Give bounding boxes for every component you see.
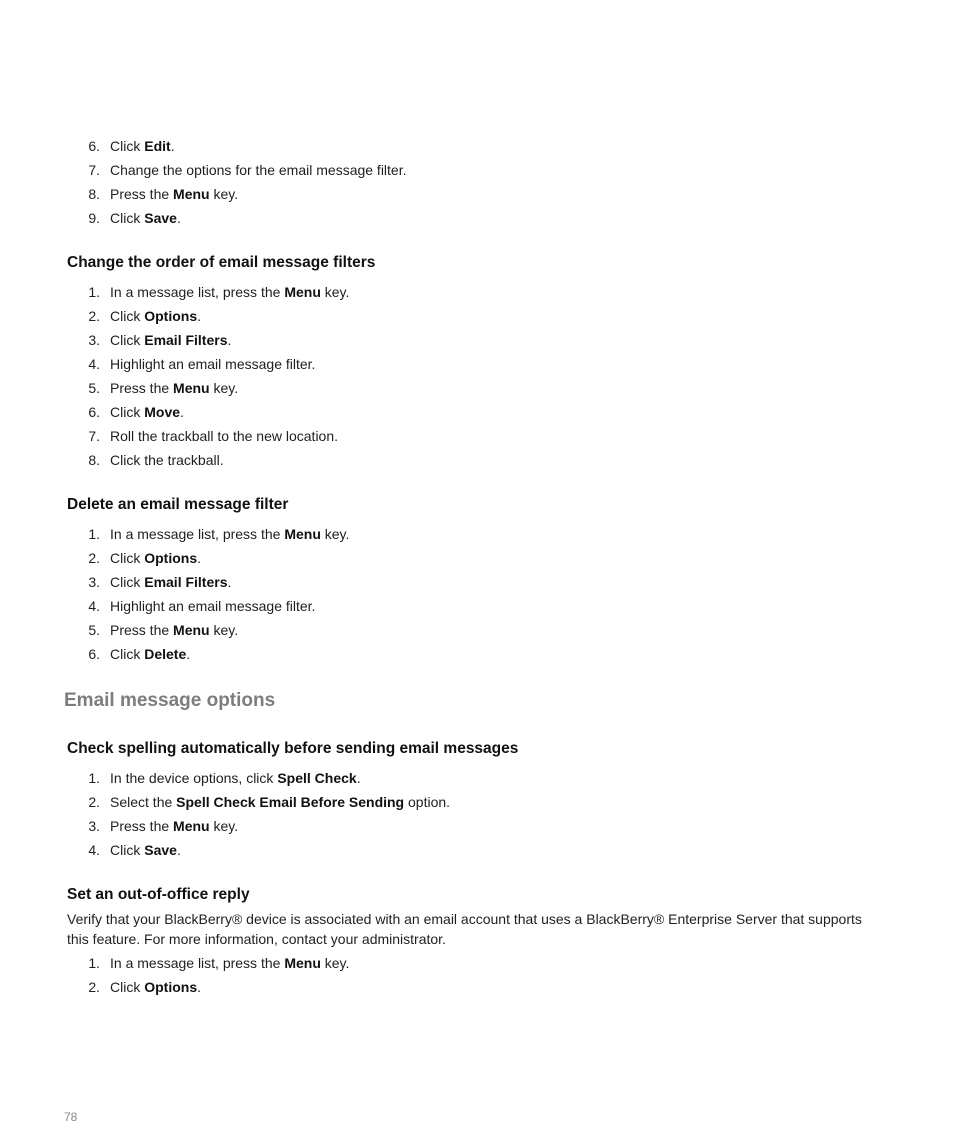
list-item [0,814,954,838]
step-text [110,951,349,975]
list-item [0,766,954,790]
list-item [0,206,954,230]
out-of-office-heading: Set an out-of-office reply [67,886,250,903]
list-item [0,838,954,862]
step-ui-term: Menu [284,526,321,542]
step-text-plain: In a message list, press the [110,526,285,542]
step-ui-term: Email Filters [144,574,228,590]
step-number: 1. [88,284,100,300]
step-text-suffix: . [197,308,202,324]
spell-check-section [0,766,954,862]
out-of-office-intro: Verify that your BlackBerry® device is associated with an email account that uses a BlackBerry® Enterprise Server that supports this feature. For more information, contact your administrator. [67,911,862,947]
step-text [110,814,238,838]
list-item [0,400,954,424]
step-text-plain: Press the [110,622,174,638]
step-text-plain: Select the [110,794,177,810]
spell-check-heading: Check spelling automatically before sending email messages [67,740,519,757]
step-ui-term: Menu [173,818,210,834]
step-number: 4. [88,842,100,858]
list-item [0,134,954,158]
step-text-plain: Press the [110,380,174,396]
step-ui-term: Spell Check [277,770,357,786]
step-text-plain: Change the options for the email message filter. [110,162,407,178]
list-item [0,158,954,182]
step-text [110,546,201,570]
step-ui-term: Options [144,308,198,324]
list-item [0,304,954,328]
step-number: 7. [88,162,100,178]
step-text [110,376,238,400]
step-text-plain: Press the [110,818,174,834]
step-number: 5. [88,622,100,638]
step-text-suffix: . [186,646,191,662]
email-options-title: Email message options [64,690,276,711]
change-order-section [0,280,954,472]
step-text-plain: Click [110,574,145,590]
step-text-plain: Click [110,138,145,154]
step-number: 4. [88,598,100,614]
step-text-suffix: key. [209,818,239,834]
step-text-plain: Roll the trackball to the new location. [110,428,339,444]
list-item [0,522,954,546]
spell-check-steps-list [0,766,954,862]
step-text-suffix: key. [209,186,239,202]
step-number: 2. [88,979,100,995]
step-text-plain: In the device options, click [110,770,278,786]
step-number: 6. [88,138,100,154]
step-text-plain: Click [110,404,145,420]
list-item [0,618,954,642]
step-text [110,352,315,376]
step-number: 7. [88,428,100,444]
list-item [0,546,954,570]
step-text-suffix: . [176,842,181,858]
step-text [110,975,201,999]
step-ui-term: Email Filters [144,332,228,348]
step-number: 3. [88,574,100,590]
out-of-office-steps-list [0,951,954,999]
step-number: 8. [88,452,100,468]
step-text-plain: Click [110,332,145,348]
step-number: 4. [88,356,100,372]
step-ui-term: Spell Check Email Before Sending [176,794,405,810]
step-ui-term: Menu [173,380,210,396]
step-number: 9. [88,210,100,226]
step-text-plain: Press the [110,186,174,202]
step-number: 2. [88,794,100,810]
step-number: 8. [88,186,100,202]
step-number: 5. [88,380,100,396]
step-text [110,134,175,158]
step-text [110,280,349,304]
step-ui-term: Menu [173,186,210,202]
list-item [0,570,954,594]
step-text [110,618,238,642]
step-text-suffix: . [180,404,184,420]
step-ui-term: Save [144,210,177,226]
step-text [110,424,338,448]
step-text-suffix: key. [320,955,350,971]
step-ui-term: Menu [284,284,321,300]
list-item [0,448,954,472]
list-item [0,328,954,352]
step-ui-term: Edit [144,138,171,154]
step-text-plain: Click [110,550,145,566]
step-number: 3. [88,332,100,348]
step-text-suffix: . [227,332,232,348]
step-text-plain: In a message list, press the [110,955,285,971]
step-text [110,594,315,618]
step-text [110,838,181,862]
step-ui-term: Move [144,404,181,420]
step-text-plain: Click the trackball. [110,452,224,468]
step-text-suffix: . [197,979,202,995]
step-number: 6. [88,404,100,420]
step-text-plain: Click [110,210,145,226]
step-ui-term: Menu [284,955,321,971]
step-number: 1. [88,526,100,542]
step-text-plain: Click [110,842,145,858]
list-item [0,790,954,814]
step-text-suffix: key. [320,526,350,542]
step-text [110,158,407,182]
step-ui-term: Options [144,979,198,995]
step-number: 6. [88,646,100,662]
step-text-plain: Click [110,646,145,662]
continued-steps-section [0,134,954,230]
step-text-plain: Click [110,979,145,995]
step-text-plain: In a message list, press the [110,284,285,300]
step-text [110,522,349,546]
step-text-suffix: . [176,210,181,226]
step-ui-term: Delete [144,646,187,662]
list-item [0,975,954,999]
step-text-suffix: key. [209,622,239,638]
step-text [110,448,224,472]
step-text-plain: Highlight an email message filter. [110,598,316,614]
step-number: 1. [88,770,100,786]
step-text-suffix: . [197,550,202,566]
step-text [110,766,361,790]
step-text [110,304,201,328]
list-item [0,182,954,206]
step-ui-term: Menu [173,622,210,638]
change-order-steps-list [0,280,954,472]
delete-filter-steps-list [0,522,954,666]
list-item [0,951,954,975]
change-order-heading: Change the order of email message filters [67,254,376,271]
step-number: 3. [88,818,100,834]
delete-filter-section [0,522,954,666]
step-text [110,570,231,594]
step-text-plain: Click [110,308,145,324]
step-text [110,206,181,230]
step-number: 1. [88,955,100,971]
step-text-suffix: . [356,770,361,786]
delete-filter-heading: Delete an email message filter [67,496,289,513]
step-text [110,182,238,206]
list-item [0,352,954,376]
step-text-plain: Highlight an email message filter. [110,356,316,372]
continued-steps-list [0,134,954,230]
step-ui-term: Save [144,842,177,858]
step-text-suffix: . [227,574,232,590]
step-ui-term: Options [144,550,198,566]
list-item [0,594,954,618]
step-text-suffix: key. [320,284,350,300]
step-text [110,328,231,352]
step-text [110,400,184,424]
step-number: 2. [88,550,100,566]
list-item [0,280,954,304]
step-text [110,642,190,666]
list-item [0,376,954,400]
step-text [110,790,450,814]
list-item [0,424,954,448]
step-text-suffix: option. [404,794,451,810]
out-of-office-section [0,951,954,999]
step-text-suffix: . [170,138,175,154]
list-item [0,642,954,666]
page-number: 78 [64,1110,78,1124]
step-number: 2. [88,308,100,324]
step-text-suffix: key. [209,380,239,396]
